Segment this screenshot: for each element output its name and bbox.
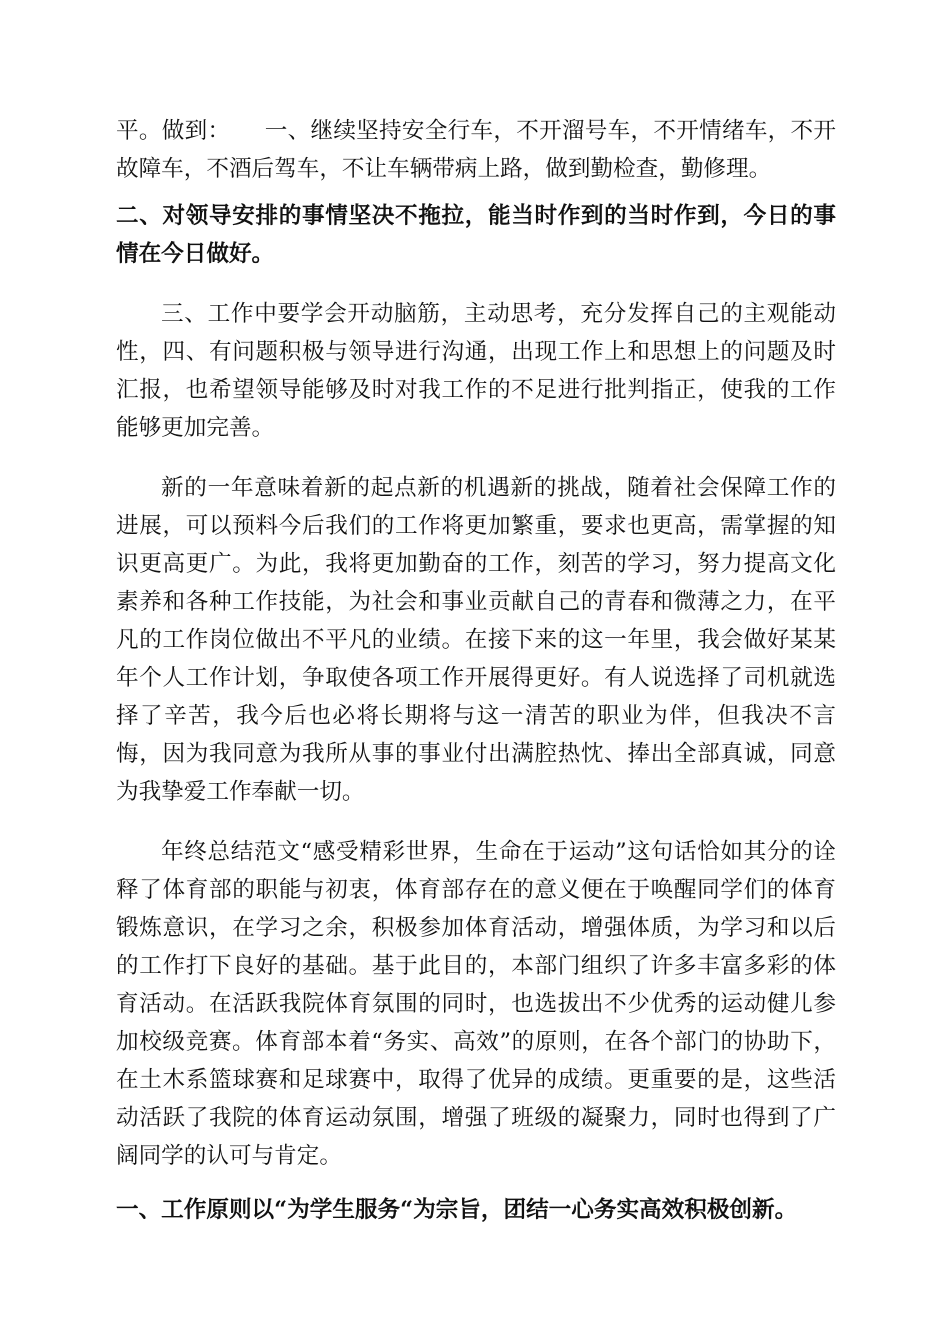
heading-work-principle: 一、工作原则以“为学生服务“为宗旨，团结一心务实高效积极创新。 bbox=[116, 1197, 798, 1223]
paragraph-initiative: 三、工作中要学会开动脑筋，主动思考，充分发挥自己的主观能动性，四、有问题积极与领导进行沟通，出现工作上和思想上的问题及时汇报，也希望领导能够及时对我工作的不足进行批判指正，使我的工作能够更加完善。 bbox=[116, 301, 836, 441]
paragraph-new-year: 新的一年意味着新的起点新的机遇新的挑战，随着社会保障工作的进展，可以预料今后我们的工作将更加繁重，要求也更高，需掌握的知识更高更广。为此，我将更加勤奋的工作，刻苦的学习，努力提高文化素养和各种工作技能，为社会和事业贡献自己的青春和微薄之力，在平凡的工作岗位做出不平凡的业绩。在接下来的这一年里，我会做好某某年个人工作计划，争取使各项工作开展得更好。有人说选择了司机就选择了辛苦，我今后也必将长期将与这一清苦的职业为伴，但我决不言悔，因为我同意为我所从事的事业付出满腔热忱、捧出全部真诚，同意为我挚爱工作奉献一切。 bbox=[116, 475, 836, 805]
document-body bbox=[116, 112, 836, 1229]
paragraph-safe-driving: 平。做到： 一、继续坚持安全行车，不开溜号车，不开情绪车，不开故障车，不酒后驾车，不让车辆带病上路，做到勤检查，勤修理。 bbox=[116, 118, 836, 182]
heading-no-delay: 二、对领导安排的事情坚决不拖拉，能当时作到的当时作到，今日的事情在今日做好。 bbox=[116, 203, 836, 267]
paragraph-sports-department: 年终总结范文“感受精彩世界，生命在于运动”这句话恰如其分的诠释了体育部的职能与初衷，体育部存在的意义便在于唤醒同学们的体育锻炼意识，在学习之余，积极参加体育活动，增强体质，为学习和以后的工作打下良好的基础。基于此目的，本部门组织了许多丰富多彩的体育活动。在活跃我院体育氛围的同时，也选拔出不少优秀的运动健儿参加校级竞赛。体育部本着“务实、高效”的原则，在各个部门的协助下，在土木系篮球赛和足球赛中，取得了优异的成绩。更重要的是，这些活动活跃了我院的体育运动氛围，增强了班级的凝聚力，同时也得到了广阔同学的认可与肯定。 bbox=[116, 839, 836, 1169]
